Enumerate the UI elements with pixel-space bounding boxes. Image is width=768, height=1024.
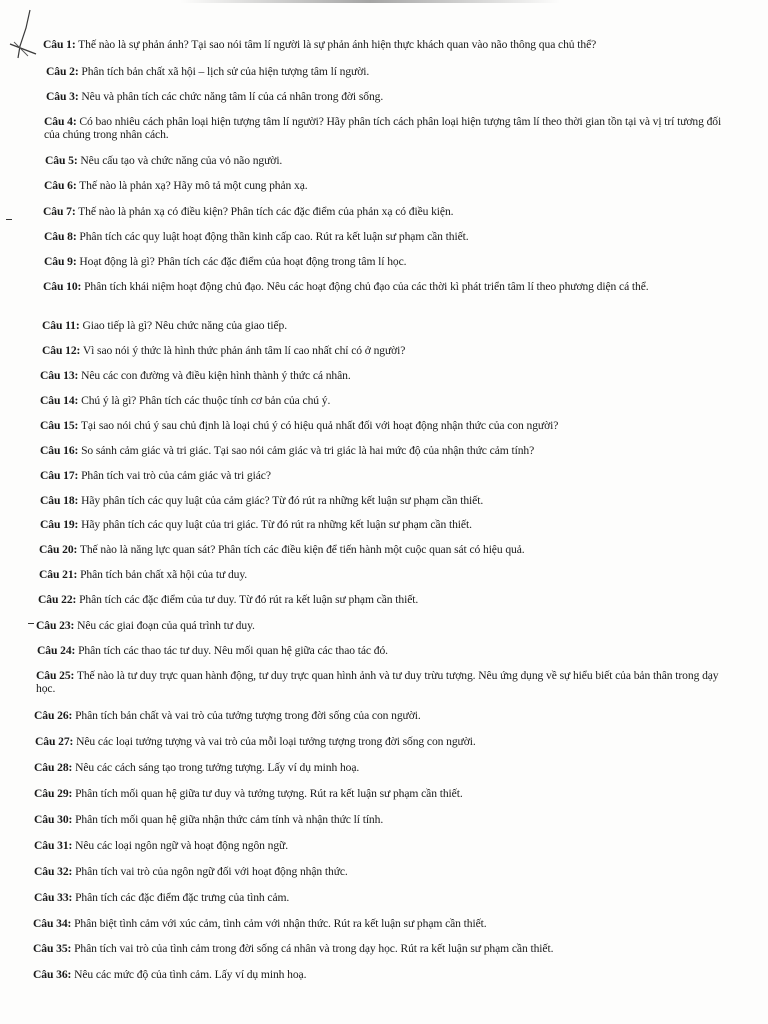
question-item [34, 840, 288, 853]
question-number: Câu 16: [40, 444, 79, 457]
question-item [34, 710, 421, 723]
question-item [39, 544, 525, 557]
question-item [36, 670, 736, 695]
question-item [38, 594, 418, 607]
question-text: Thế nào là năng lực quan sát? Phân tích các điều kiện để tiến hành một cuộc quan sát có hiệu quả. [77, 543, 525, 556]
question-text: Nêu và phân tích các chức năng tâm lí của cá nhân trong đời sống. [78, 90, 384, 103]
question-number: Câu 5: [45, 154, 78, 167]
question-text: Vì sao nói ý thức là hình thức phản ánh tâm lí cao nhất chỉ có ở người? [80, 344, 406, 357]
question-number: Câu 28: [34, 761, 73, 774]
question-text: Nêu các mức độ của tình cảm. Lấy ví dụ minh hoạ. [71, 968, 307, 981]
question-text: Phân tích mối quan hệ giữa tư duy và tưởng tượng. Rút ra kết luận sư phạm cần thiết. [72, 787, 463, 800]
question-item [34, 814, 383, 827]
question-item [37, 645, 388, 658]
question-item [44, 116, 736, 141]
question-number: Câu 35: [33, 942, 72, 955]
question-text: Phân biệt tình cảm với xúc cảm, tình cảm với nhận thức. Rút ra kết luận sư phạm cần thiết. [71, 917, 487, 930]
question-number: Câu 9: [44, 255, 77, 268]
question-text: Phân tích các quy luật hoạt động thần kinh cấp cao. Rút ra kết luận sư phạm cần thiết. [76, 230, 469, 243]
question-item [40, 420, 558, 433]
question-number: Câu 18: [40, 494, 79, 507]
question-number: Câu 4: [44, 115, 77, 128]
question-number: Câu 1: [43, 38, 76, 51]
question-number: Câu 22: [38, 593, 77, 606]
question-number: Câu 24: [37, 644, 76, 657]
question-item [34, 866, 348, 879]
question-item [40, 395, 330, 408]
question-item [44, 180, 308, 193]
question-text: Phân tích bản chất và vai trò của tưởng tượng trong đời sống của con người. [72, 709, 421, 722]
question-text: Phân tích vai trò của tình cảm trong đời sống cá nhân và trong dạy học. Rút ra kết luận sư phạm cần thiết. [71, 942, 554, 955]
question-item [43, 206, 453, 219]
question-item [42, 320, 287, 333]
question-number: Câu 13: [40, 369, 79, 382]
pen-stroke-mark [6, 6, 46, 66]
question-item [40, 370, 351, 383]
question-item [44, 231, 469, 244]
question-text: Nêu các cách sáng tạo trong tưởng tượng. Lấy ví dụ minh hoạ. [72, 761, 360, 774]
question-number: Câu 7: [43, 205, 76, 218]
question-number: Câu 26: [34, 709, 73, 722]
question-text: So sánh cảm giác và tri giác. Tại sao nói cảm giác và tri giác là hai mức độ của nhận thức cảm tính? [78, 444, 535, 457]
question-text: Thế nào là sự phản ánh? Tại sao nói tâm lí người là sự phản ánh hiện thực khách quan vào não thông qua chủ thể? [75, 38, 597, 51]
question-item [36, 620, 255, 633]
question-text: Thế nào là phản xạ? Hãy mô tả một cung phản xạ. [76, 179, 308, 192]
question-number: Câu 14: [40, 394, 79, 407]
question-text: Phân tích các thao tác tư duy. Nêu mối quan hệ giữa các thao tác đó. [75, 644, 388, 657]
question-number: Câu 8: [44, 230, 77, 243]
question-text: Phân tích mối quan hệ giữa nhận thức cảm tính và nhận thức lí tính. [72, 813, 384, 826]
question-number: Câu 11: [42, 319, 80, 332]
question-number: Câu 27: [35, 735, 74, 748]
question-number: Câu 2: [46, 65, 79, 78]
question-item [33, 918, 487, 931]
question-item [33, 969, 306, 982]
question-item [34, 788, 463, 801]
question-number: Câu 29: [34, 787, 73, 800]
scan-edge-shadow [180, 0, 560, 3]
question-text: Nêu các loại ngôn ngữ và hoạt động ngôn ngữ. [72, 839, 289, 852]
question-text: Hãy phân tích các quy luật của tri giác. Từ đó rút ra những kết luận sư phạm cần thiết. [78, 518, 472, 531]
question-text: Phân tích vai trò của cảm giác và tri giác? [78, 469, 271, 482]
question-item [40, 495, 483, 508]
question-item [35, 736, 476, 749]
question-number: Câu 12: [42, 344, 81, 357]
question-number: Câu 34: [33, 917, 72, 930]
question-item [45, 155, 282, 168]
question-item [40, 445, 534, 458]
question-number: Câu 15: [40, 419, 79, 432]
question-text: Phân tích các đặc điểm đặc trưng của tình cảm. [72, 891, 290, 904]
question-text: Hãy phân tích các quy luật của cảm giác? Từ đó rút ra những kết luận sư phạm cần thiết. [78, 494, 484, 507]
question-text: Phân tích các đặc điểm của tư duy. Từ đó rút ra kết luận sư phạm cần thiết. [76, 593, 419, 606]
question-item [46, 91, 383, 104]
question-number: Câu 32: [34, 865, 73, 878]
question-text: Phân tích bản chất xã hội của tư duy. [77, 568, 248, 581]
question-number: Câu 20: [39, 543, 78, 556]
question-number: Câu 3: [46, 90, 79, 103]
question-item [44, 256, 406, 269]
question-item [33, 943, 553, 956]
question-text: Nêu các con đường và điều kiện hình thành ý thức cá nhân. [78, 369, 351, 382]
question-item [43, 281, 735, 294]
question-text: Phân tích bản chất xã hội – lịch sử của hiện tượng tâm lí người. [78, 65, 370, 78]
question-text: Hoạt động là gì? Phân tích các đặc điểm của hoạt động trong tâm lí học. [76, 255, 407, 268]
question-text: Phân tích vai trò của ngôn ngữ đối với hoạt động nhận thức. [72, 865, 348, 878]
question-number: Câu 21: [39, 568, 78, 581]
question-number: Câu 19: [40, 518, 79, 531]
question-number: Câu 23: [36, 619, 75, 632]
margin-tick [28, 623, 34, 624]
question-number: Câu 25: [36, 669, 75, 682]
question-item [40, 470, 271, 483]
question-text: Tại sao nói chú ý sau chủ định là loại chú ý có hiệu quả nhất đối với hoạt động nhận thức của con người? [78, 419, 559, 432]
question-item [43, 39, 596, 52]
question-item [40, 519, 472, 532]
question-text: Nêu cấu tạo và chức năng của vỏ não người. [77, 154, 283, 167]
question-number: Câu 36: [33, 968, 72, 981]
question-text: Phân tích khái niệm hoạt động chủ đạo. Nêu các hoạt động chủ đạo của các thời kì phát triển tâm lí theo phương diện cá thể. [81, 280, 649, 293]
question-item [34, 762, 359, 775]
question-text: Thế nào là phản xạ có điều kiện? Phân tích các đặc điểm của phản xạ có điều kiện. [75, 205, 454, 218]
question-number: Câu 33: [34, 891, 73, 904]
question-number: Câu 17: [40, 469, 79, 482]
margin-tick [6, 219, 12, 220]
question-number: Câu 31: [34, 839, 73, 852]
question-text: Thế nào là tư duy trực quan hành động, tư duy trực quan hình ảnh và tư duy trừu tượng. Nêu ứng dụng về sự hiểu biết của bản thân trong dạy học. [36, 669, 719, 695]
question-item [46, 66, 369, 79]
question-text: Giao tiếp là gì? Nêu chức năng của giao tiếp. [79, 319, 288, 332]
question-number: Câu 30: [34, 813, 73, 826]
question-text: Nêu các giai đoạn của quá trình tư duy. [74, 619, 255, 632]
question-text: Nêu các loại tưởng tượng và vai trò của mỗi loại tưởng tượng trong đời sống con người. [73, 735, 476, 748]
question-item [34, 892, 289, 905]
question-number: Câu 10: [43, 280, 82, 293]
question-text: Chú ý là gì? Phân tích các thuộc tính cơ bản của chú ý. [78, 394, 331, 407]
question-item [39, 569, 247, 582]
question-number: Câu 6: [44, 179, 77, 192]
question-text: Có bao nhiêu cách phân loại hiện tượng tâm lí người? Hãy phân tích cách phân loại hiện tượng tâm lí theo thời gian tồn tại và vị trí tương đối của chúng trong nhân cách. [44, 115, 722, 141]
question-item [42, 345, 405, 358]
